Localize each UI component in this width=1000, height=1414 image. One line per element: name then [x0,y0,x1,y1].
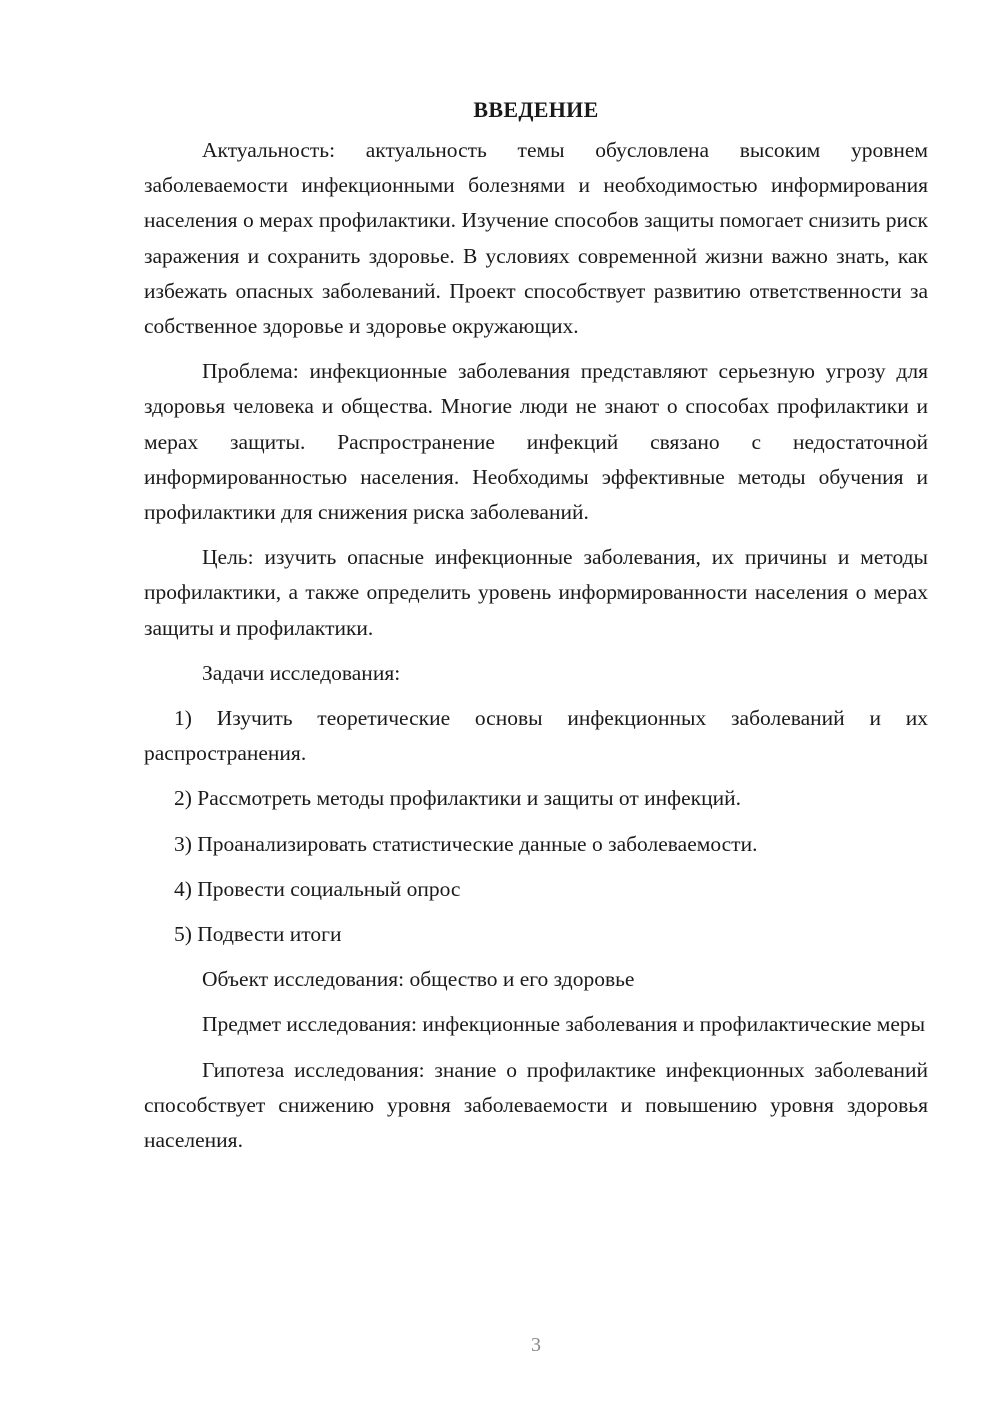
list-item: 2) Рассмотреть методы профилактики и защиты от инфекций. [174,786,741,811]
paragraph-object: Объект исследования: общество и его здоровье [202,967,635,992]
page-title: ВВЕДЕНИЕ [473,97,599,122]
paragraph-subject: Предмет исследования: инфекционные заболевания и профилактические меры [202,1012,926,1037]
paragraph-hypothesis: Гипотеза исследования: знание о профилактике инфекционных заболеваний способствует снижению уровня заболеваемости и повышению уровня здоровья населения. [144,1057,928,1153]
page-number: 3 [531,1334,541,1356]
paragraph-problem: Проблема: инфекционные заболевания представляют серьезную угрозу для здоровья человека и общества. Многие люди не знают о способах профилактики и мерах защиты. Распространение инфекций связано с недостаточной информированностью населения. Необходимы эффективные методы обучения и профилактики для снижения риска заболеваний. [144,359,928,525]
list-item: 5) Подвести итоги [174,922,342,947]
paragraph-goal: Цель: изучить опасные инфекционные заболевания, их причины и методы профилактики, а также определить уровень информированности населения о мерах защиты и профилактики. [144,545,928,640]
list-item: 4) Провести социальный опрос [174,876,461,901]
tasks-list [144,701,928,952]
document-page [144,92,928,1168]
list-item: 1) Изучить теоретические основы инфекционных заболеваний и их распространения. [144,706,928,766]
paragraph-relevance: Актуальность: актуальность темы обусловлена высоким уровнем заболеваемости инфекционными болезнями и необходимостью информирования населения о мерах профилактики. Изучение способов защиты помогает снизить риск заражения и сохранить здоровье. В условиях современной жизни важно знать, как избежать опасных заболеваний. Проект способствует развитию ответственности за собственное здоровье и здоровье окружающих. [144,138,928,339]
tasks-heading: Задачи исследования: [202,660,401,685]
list-item: 3) Проанализировать статистические данные о заболеваемости. [174,831,758,856]
